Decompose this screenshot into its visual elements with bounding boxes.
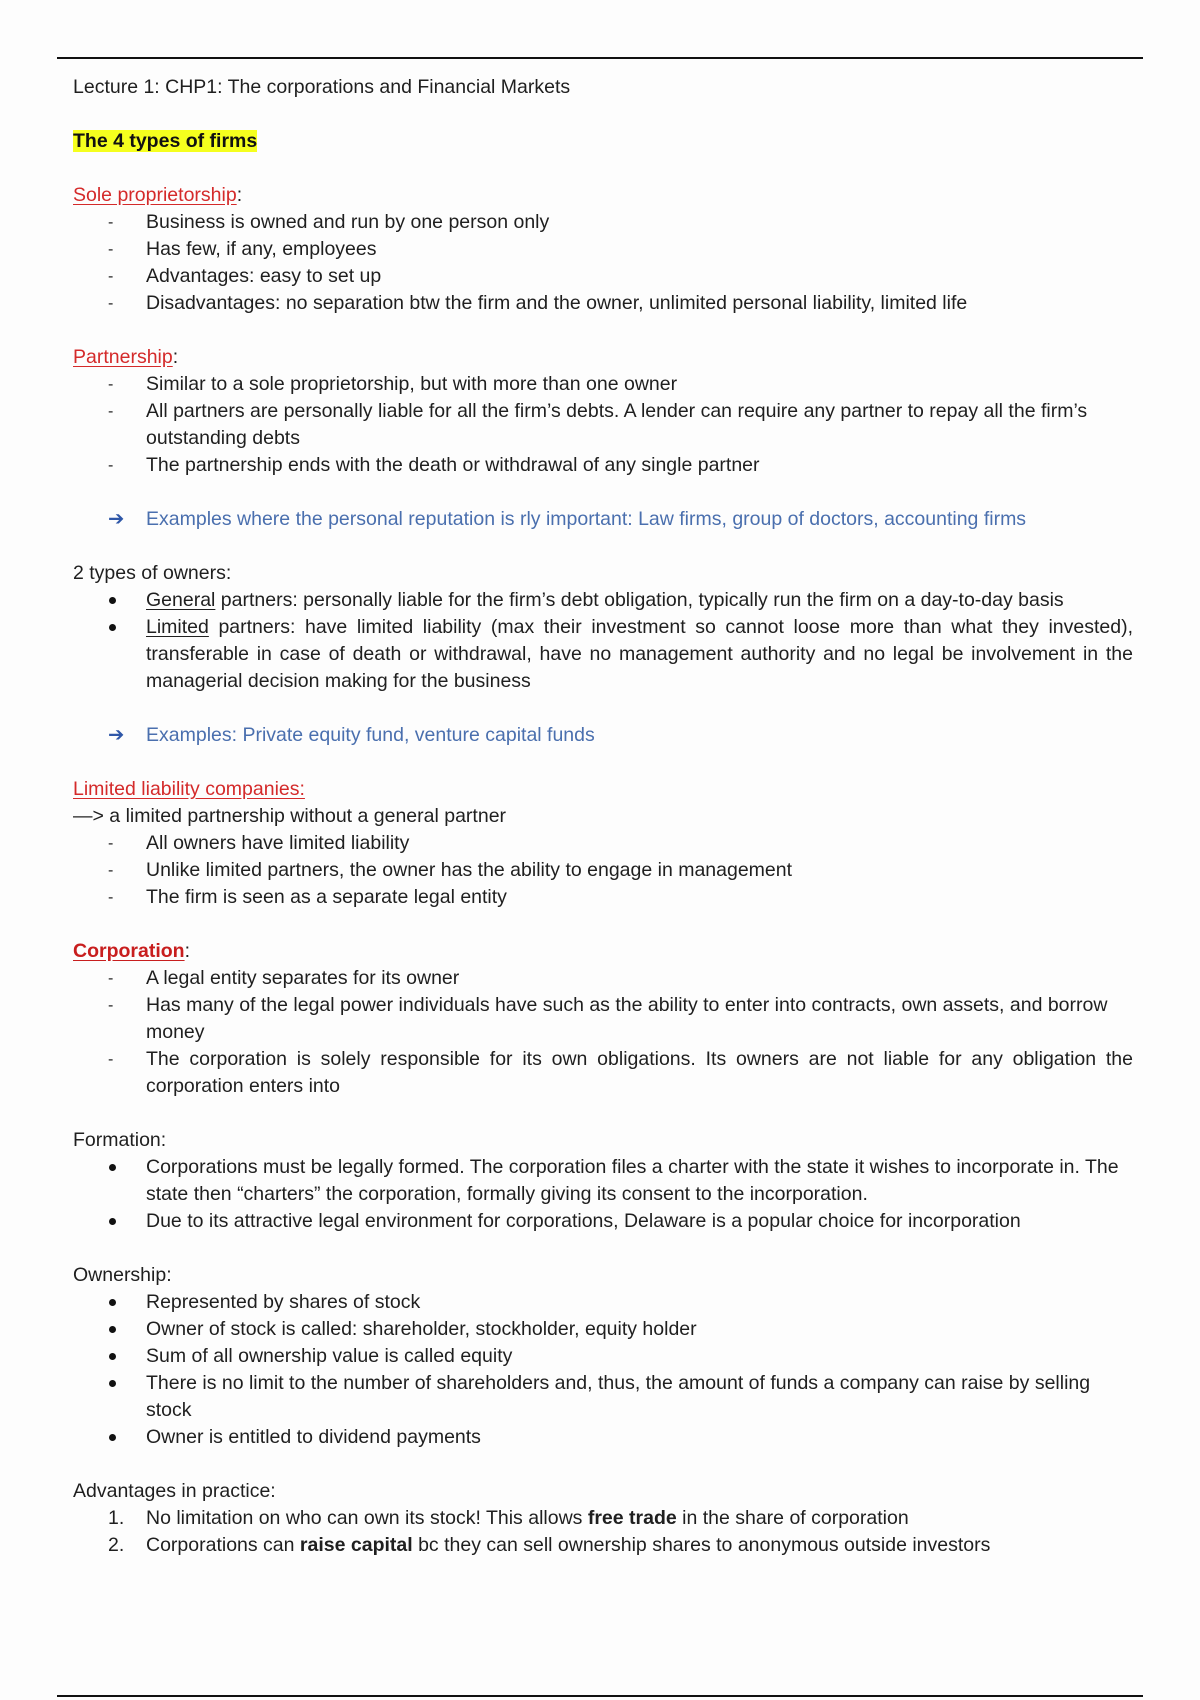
list-item: Owner of stock is called: shareholder, stockholder, equity holder	[146, 1318, 697, 1340]
lecture-title: Lecture 1: CHP1: The corporations and Financial Markets	[73, 76, 571, 98]
ownership-list	[73, 1289, 1133, 1451]
list-item: - The partnership ends with the death or withdrawal of any single partner	[73, 452, 1133, 479]
dash-marker: -	[108, 862, 114, 879]
list-item: Corporations must be legally formed. The corporation files a charter with the state it wishes to incorporate in. The state then “charters” the corporation, formally giving its consent to the incorporation.	[146, 1156, 1119, 1205]
list-item: - All partners are personally liable for all the firm’s debts. A lender can require any partner to repay all the firm’s outstanding debts	[108, 400, 1088, 449]
dash-marker: -	[108, 1051, 114, 1068]
list-item: 2. Corporations can raise capital bc they can sell ownership shares to anonymous outside investors	[73, 1532, 1133, 1559]
dash-marker: -	[108, 241, 114, 258]
formation-list	[73, 1154, 1133, 1235]
dash-marker: -	[108, 970, 114, 987]
llc-list	[73, 830, 1133, 911]
dash-marker: -	[108, 457, 114, 474]
list-item: - Disadvantages: no separation btw the firm and the owner, unlimited personal liability, limited life	[73, 290, 1133, 317]
corporation-list	[73, 965, 1133, 1100]
dash-marker: -	[108, 376, 114, 393]
list-item: - The corporation is solely responsible for its own obligations. Its owners are not liable for any obligation the corporation enters into	[108, 1048, 1133, 1097]
ownership-heading: Ownership:	[73, 1264, 172, 1286]
dash-marker: -	[108, 295, 114, 312]
list-item: Represented by shares of stock	[146, 1291, 421, 1313]
list-item: Owner is entitled to dividend payments	[146, 1426, 481, 1448]
llc-heading: Limited liability companies:	[73, 778, 305, 800]
list-item: - All owners have limited liability	[73, 830, 1133, 857]
partnership-list	[73, 371, 1133, 479]
list-item: - Has few, if any, employees	[73, 236, 1133, 263]
list-item: - A legal entity separates for its owner	[73, 965, 1133, 992]
arrow-right-icon: ➔	[108, 508, 125, 530]
list-item: 1. No limitation on who can own its stock! This allows free trade in the share of corporation	[73, 1505, 1133, 1532]
arrow-right-icon: ➔	[108, 724, 125, 746]
number-marker: 2.	[108, 1534, 125, 1556]
list-item: Due to its attractive legal environment for corporations, Delaware is a popular choice for incorporation	[146, 1210, 1021, 1232]
list-item: - Advantages: easy to set up	[73, 263, 1133, 290]
highlighted-heading: The 4 types of firms	[73, 130, 258, 152]
advantages-heading: Advantages in practice:	[73, 1480, 276, 1502]
list-item: Limited partners: have limited liability (max their investment so cannot loose more than what they invested), transferable in case of death or withdrawal, have no management authority and no legal be involvement in the managerial decision making for the business	[146, 616, 1133, 692]
dash-marker: -	[108, 214, 114, 231]
list-item: - Business is owned and run by one person only	[73, 209, 1133, 236]
bottom-rule	[57, 1695, 1143, 1697]
partnership-heading: Partnership:	[73, 346, 179, 368]
advantages-list	[73, 1505, 1133, 1559]
number-marker: 1.	[108, 1507, 125, 1529]
list-item: General partners: personally liable for the firm’s debt obligation, typically run the firm on a day-to-day basis	[146, 589, 1064, 611]
corporation-heading: Corporation:	[73, 940, 190, 962]
sole-heading: Sole proprietorship:	[73, 184, 243, 206]
dash-marker: -	[108, 835, 114, 852]
section-heading	[73, 128, 1133, 155]
owners-heading: 2 types of owners:	[73, 562, 232, 584]
list-item: There is no limit to the number of shareholders and, thus, the amount of funds a company can raise by selling stock	[146, 1372, 1091, 1421]
top-rule	[57, 57, 1143, 59]
list-item: - Unlike limited partners, the owner has the ability to engage in management	[73, 857, 1133, 884]
formation-heading: Formation:	[73, 1129, 167, 1151]
dash-marker: -	[108, 403, 114, 420]
document-page	[73, 74, 1133, 1559]
owners-example: ➔ Examples: Private equity fund, venture capital funds	[73, 722, 1133, 749]
partnership-example: ➔ Examples where the personal reputation is rly important: Law firms, group of doctors, accounting firms	[73, 506, 1133, 533]
list-item: - Similar to a sole proprietorship, but with more than one owner	[73, 371, 1133, 398]
dash-marker: -	[108, 889, 114, 906]
dash-marker: -	[108, 997, 114, 1014]
list-item: - Has many of the legal power individuals have such as the ability to enter into contracts, own assets, and borrow money	[108, 994, 1108, 1043]
dash-marker: -	[108, 268, 114, 285]
llc-intro: —> a limited partnership without a general partner	[73, 805, 507, 827]
sole-list	[73, 209, 1133, 317]
owners-list	[73, 587, 1133, 695]
list-item: - The firm is seen as a separate legal entity	[73, 884, 1133, 911]
list-item: Sum of all ownership value is called equity	[146, 1345, 513, 1367]
